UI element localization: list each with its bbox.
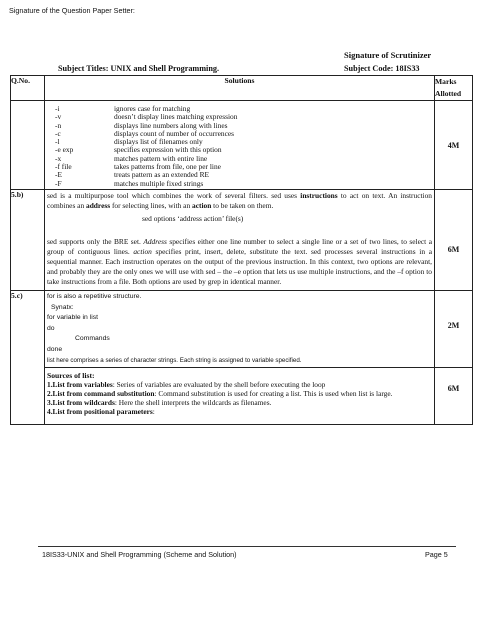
source-3-text: : Here the shell interprets the wildcards as filenames. bbox=[114, 398, 272, 408]
source-1-title: 1.List from variables bbox=[47, 380, 113, 390]
footer-course: 18IS33-UNIX and Shell Programming (Scheme and Solution) bbox=[42, 550, 237, 559]
grep-option-flag: -E bbox=[55, 170, 62, 180]
sources-list bbox=[45, 368, 434, 424]
scrutinizer-signature-label: Signature of Scrutinizer bbox=[344, 50, 432, 60]
source-item-2 bbox=[47, 389, 432, 398]
grep-option-row bbox=[45, 180, 434, 188]
grep-option-flag: -n bbox=[55, 120, 62, 130]
sed-p1-address: address bbox=[86, 200, 111, 210]
q5c-label: 5.c) bbox=[11, 290, 45, 424]
q5c-line-2: Synatx: bbox=[51, 303, 74, 311]
grep-option-row bbox=[45, 138, 434, 146]
q5b-row bbox=[11, 189, 473, 290]
q5c-row-b bbox=[11, 368, 473, 425]
subject-title: Subject Titles: UNIX and Shell Programming. bbox=[58, 64, 220, 73]
source-4-text: : bbox=[152, 407, 155, 417]
footer-divider bbox=[38, 546, 456, 547]
source-3-title: 3.List from wildcards bbox=[47, 398, 115, 408]
sed-p1-instructions: instructions bbox=[300, 190, 338, 200]
source-4-title: 4.List from positional parameters bbox=[47, 407, 153, 417]
grep-option-row bbox=[45, 122, 434, 130]
grep-option-flag: -x bbox=[55, 153, 62, 163]
grep-option-flag: -F bbox=[55, 178, 62, 188]
q5c-line-3: for variable in list bbox=[47, 314, 98, 322]
grep-marks-cell bbox=[435, 101, 473, 190]
footer-page-number: Page 5 bbox=[425, 550, 448, 559]
grep-option-description: specifies expression with this option bbox=[114, 145, 222, 155]
grep-option-row bbox=[45, 105, 434, 113]
grep-marks: 4M bbox=[447, 141, 460, 150]
q5c-line-4: do bbox=[47, 324, 55, 332]
sed-p2-text-a: sed supports only the BRE set. bbox=[47, 236, 144, 246]
grep-option-description: doesn’t display lines matching expression bbox=[114, 112, 238, 122]
q5c-row-a bbox=[11, 290, 473, 367]
sed-p1-text-c: for selecting lines, with an bbox=[110, 200, 193, 210]
grep-options-row bbox=[11, 101, 473, 190]
q5b-content bbox=[45, 189, 435, 290]
q5c-line-6: done bbox=[47, 345, 63, 353]
sed-p1-text-d: to be taken on them. bbox=[211, 200, 274, 210]
q5c-line-1: for is also a repetitive structure. bbox=[47, 292, 142, 300]
q5c-sources-cell bbox=[45, 368, 435, 425]
q5b-label: 5.b) bbox=[11, 189, 45, 290]
grep-option-row bbox=[45, 163, 434, 171]
sed-paragraph-2 bbox=[45, 236, 434, 287]
q5c-marks-cell-2 bbox=[435, 368, 473, 425]
sed-paragraph-1 bbox=[45, 190, 434, 211]
sed-p2-text-b: specifies either one line number to select a single line or a set of two lines, to select a group of contiguous lines. bbox=[47, 236, 432, 256]
sed-p1-action: action bbox=[192, 200, 212, 210]
grep-option-description: treats pattern as an extended RE bbox=[114, 170, 210, 180]
sed-p2-action: action bbox=[133, 246, 152, 256]
grep-option-row bbox=[45, 155, 434, 163]
grep-option-row bbox=[45, 113, 434, 121]
q5c-marks-1: 2M bbox=[447, 320, 460, 330]
grep-option-description: takes patterns from file, one per line bbox=[114, 162, 221, 172]
solutions-header: Solutions bbox=[45, 76, 435, 101]
q5b-marks: 6M bbox=[447, 244, 460, 254]
table-header-row bbox=[11, 76, 473, 101]
source-item-1 bbox=[47, 380, 432, 389]
grep-option-description: matches pattern with entire line bbox=[114, 153, 208, 163]
grep-option-description: displays list of filenames only bbox=[114, 137, 203, 147]
q5c-marks-cell-1 bbox=[435, 290, 473, 367]
q5b-marks-cell bbox=[435, 189, 473, 290]
sed-syntax: sed options ‘address action’ file(s) bbox=[142, 213, 244, 223]
source-item-4 bbox=[47, 407, 432, 422]
grep-option-flag: -c bbox=[55, 128, 61, 138]
grep-qno-cell bbox=[11, 101, 45, 190]
grep-option-row bbox=[45, 171, 434, 179]
marks-header-line2: Allotted bbox=[435, 89, 462, 98]
setter-signature-label: Signature of the Question Paper Setter: bbox=[9, 6, 135, 15]
grep-option-flag: -e exp bbox=[55, 145, 74, 155]
grep-option-row bbox=[45, 146, 434, 154]
source-item-3 bbox=[47, 398, 432, 407]
grep-option-description: ignores case for matching bbox=[114, 104, 191, 113]
source-1-text: : Series of variables are evaluated by the shell before executing the loop bbox=[112, 380, 326, 390]
grep-option-description: displays count of number of occurrences bbox=[114, 128, 235, 138]
sed-p2-text-c: specifies print, insert, delete, substitute the text. sed processes several instructions in a sequential manner. Each instruction operates on the output of the previous instruction. In this context, two options are relevant, and probably they are the only ones we will use with sed – the –e option that lets us use multiple instructions, and the –f option to take instructions from a file. Both options are used by grep in identical manner. bbox=[47, 246, 432, 286]
solutions-table bbox=[10, 75, 473, 425]
grep-option-flag: -l bbox=[55, 137, 60, 147]
grep-options-list bbox=[45, 105, 434, 188]
source-2-title: 2.List from command substitution bbox=[47, 389, 155, 399]
grep-option-flag: -f file bbox=[55, 162, 72, 172]
grep-options-cell bbox=[45, 101, 435, 190]
sed-p2-address: Address bbox=[143, 236, 167, 246]
q5c-syntax-cell bbox=[45, 290, 435, 367]
q5c-line-7: list here comprises a series of character strings. Each string is assigned to variable specified. bbox=[47, 356, 302, 364]
grep-option-flag: -v bbox=[55, 112, 62, 122]
qno-header: Q.No. bbox=[11, 76, 45, 101]
source-2-text: : Command substitution is used for creating a list. This is used when list is large. bbox=[154, 389, 393, 399]
marks-header-line1: Marks bbox=[435, 77, 457, 86]
grep-option-description: matches multiple fixed strings bbox=[114, 178, 204, 188]
grep-option-row bbox=[45, 130, 434, 138]
grep-option-flag: -i bbox=[55, 104, 60, 113]
sed-p1-text-b: to act on text. An instruction combines an bbox=[47, 190, 432, 210]
sed-p1-text-a: sed is a multipurpose tool which combines the work of several filters. sed uses bbox=[47, 190, 301, 200]
subject-code: Subject Code: 18IS33 bbox=[344, 64, 420, 73]
q5c-marks-2: 6M bbox=[447, 384, 460, 394]
grep-option-description: displays line numbers along with lines bbox=[114, 120, 228, 130]
marks-header bbox=[435, 76, 473, 101]
q5c-line-5: Commands bbox=[75, 335, 110, 343]
sources-heading: Sources of list: bbox=[47, 371, 95, 381]
